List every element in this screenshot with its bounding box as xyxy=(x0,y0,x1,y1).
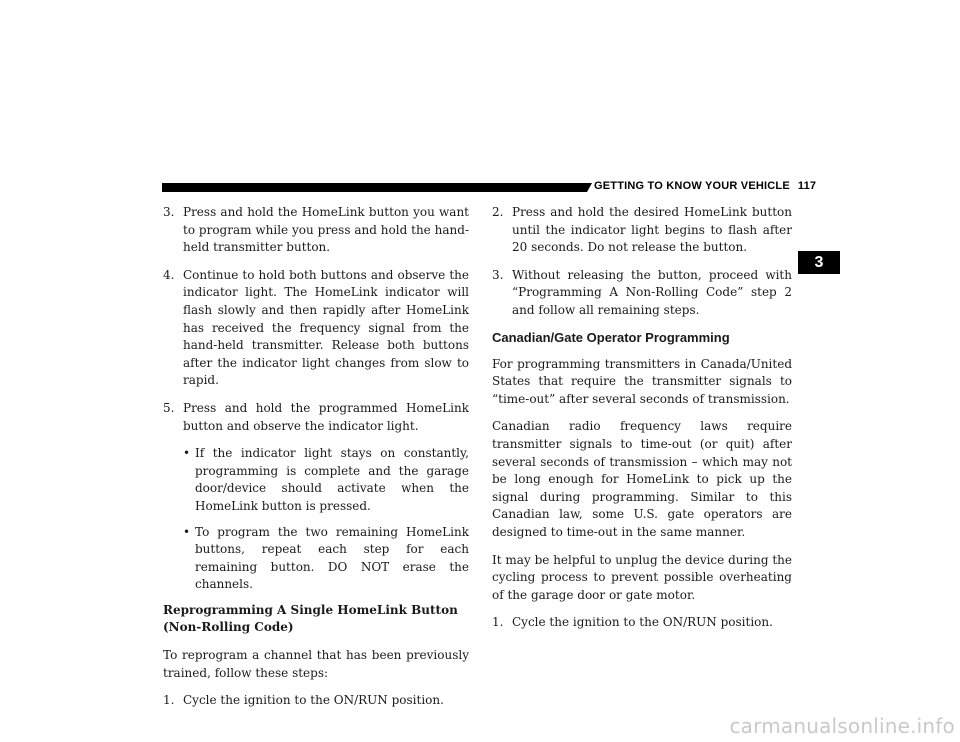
header-rule xyxy=(162,183,587,192)
bullet-item: • To program the two remaining HomeLink buttons, repeat each step for each remaining button. DO NOT erase the channels. xyxy=(183,524,469,592)
section-heading: Canadian/Gate Operator Programming xyxy=(492,329,730,345)
chapter-tab: 3 xyxy=(798,251,840,274)
bullet-item: • If the indicator light stays on constantly, programming is complete and the garage door/device should activate when the HomeLink button is pressed. xyxy=(183,446,469,513)
step-2: 2. Press and hold the desired HomeLink button until the indicator light begins to flash after 20 seconds. Do not release the button. xyxy=(492,205,792,255)
paragraph: Canadian radio frequency laws require transmitter signals to time-out (or quit) after several seconds of transmission – which may not be long enough for HomeLink to pick up the signal during programming. Similar to this Canadian law, some U.S. gate operators are designed to time-out in the same manner. xyxy=(492,419,792,539)
step-1: 1. Cycle the ignition to the ON/RUN position. xyxy=(163,693,444,708)
paragraph: For programming transmitters in Canada/United States that require the transmitter signals to “time-out” after several seconds of transmission. xyxy=(492,356,792,406)
reprogram-heading: Reprogramming A Single HomeLink Button (Non-Rolling Code) xyxy=(163,602,458,635)
header-title: GETTING TO KNOW YOUR VEHICLE xyxy=(594,180,790,192)
step-3: 3. Without releasing the button, proceed with “Programming A Non-Rolling Code” step 2 and follow all remaining steps. xyxy=(492,267,792,317)
step-1: 1. Cycle the ignition to the ON/RUN position. xyxy=(492,615,773,630)
page-number: 117 xyxy=(797,180,817,192)
step-4: 4. Continue to hold both buttons and observe the indicator light. The HomeLink indicator will flash slowly and then rapidly after HomeLink has received the frequency signal from the hand-held transmitter. Release both buttons after the indicator light changes from slow to rapid. xyxy=(163,267,469,388)
paragraph: It may be helpful to unplug the device during the cycling process to prevent possible overheating of the garage door or gate motor. xyxy=(492,552,792,602)
watermark: carmanualsonline.info xyxy=(729,714,955,738)
left-column xyxy=(163,204,469,720)
right-column xyxy=(492,204,792,642)
step-3: 3. Press and hold the HomeLink button you want to program while you press and hold the hand-held transmitter button. xyxy=(163,205,469,255)
step-5: 5. Press and hold the programmed HomeLink button and observe the indicator light. xyxy=(163,400,469,433)
running-header xyxy=(594,179,817,194)
reprogram-intro: To reprogram a channel that has been previously trained, follow these steps: xyxy=(163,648,469,680)
